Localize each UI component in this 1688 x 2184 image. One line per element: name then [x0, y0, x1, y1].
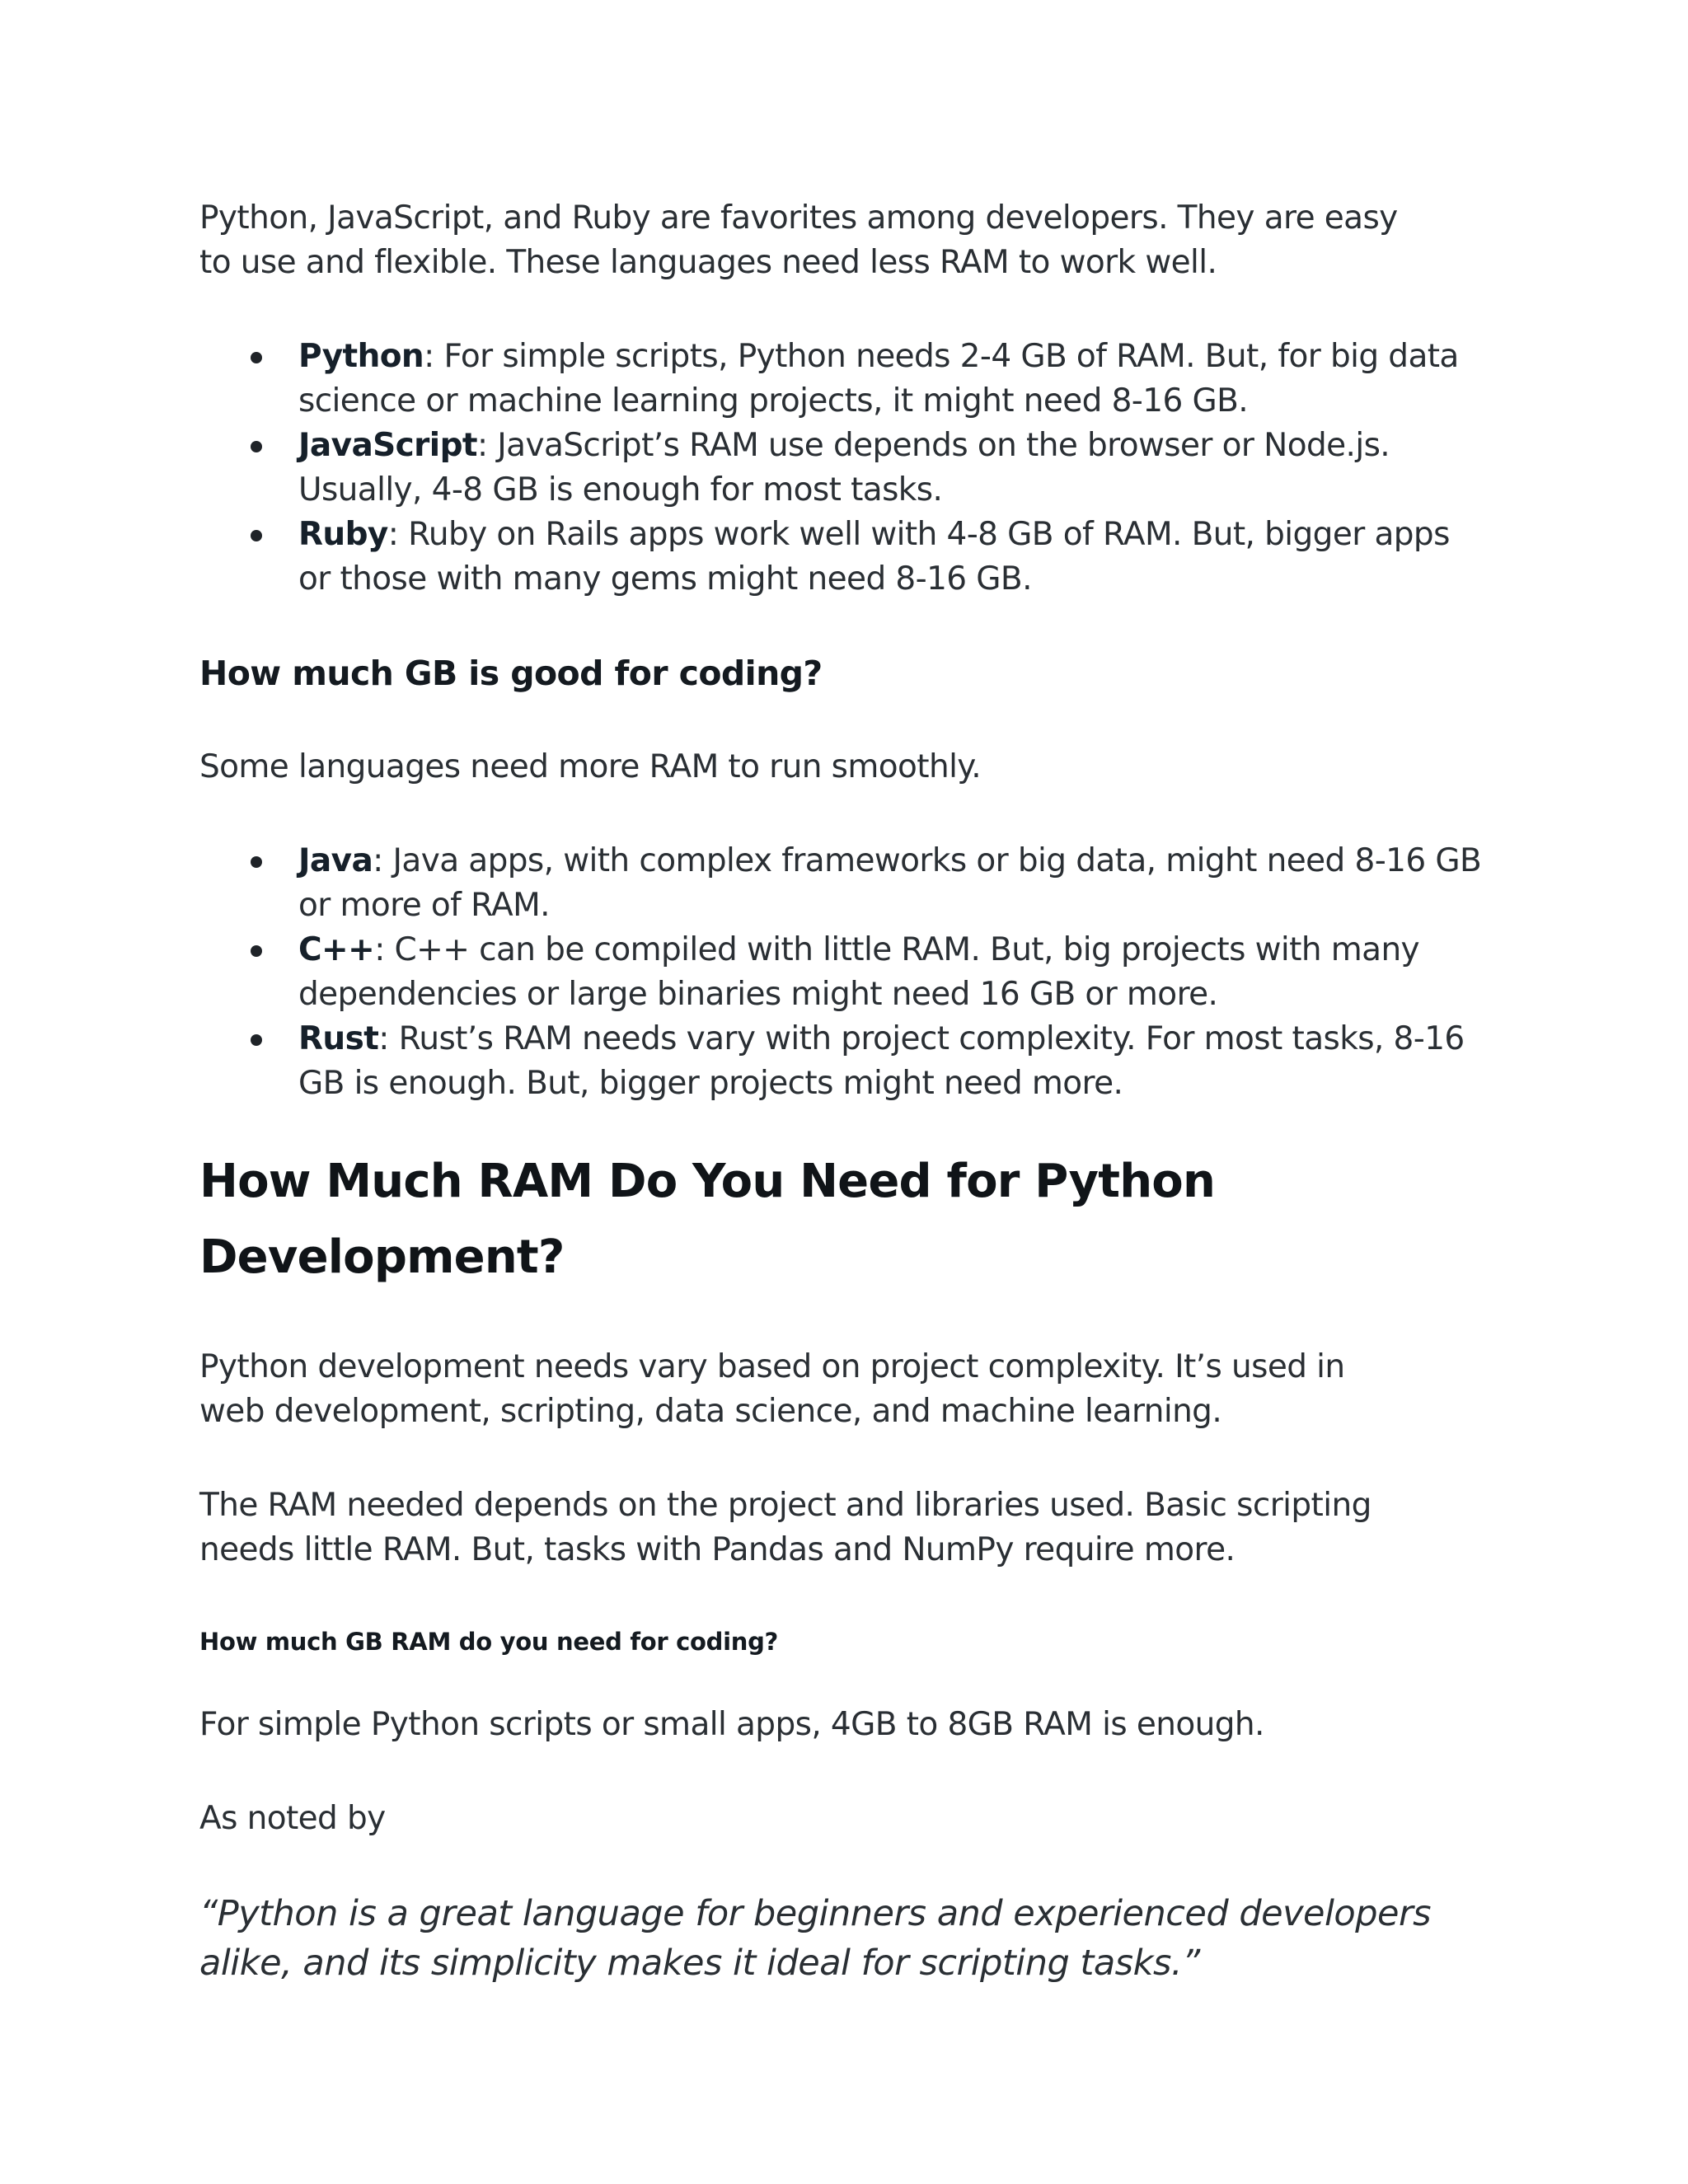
page-title	[199, 1144, 1493, 1296]
noted-by-text: As noted by	[199, 1800, 386, 1837]
bullet-icon	[251, 856, 262, 868]
bullet-icon	[251, 1034, 262, 1046]
python-paragraph-1: Python development needs vary based on project complexity. It’s used in web development, scripting, data science, and machine learning.	[199, 1348, 1345, 1430]
list-item-text: : C++ can be compiled with little RAM. But, big projects with many dependencies or large binaries might need 16 GB or more.	[298, 931, 1420, 1013]
list-item-text: : Ruby on Rails apps work well with 4-8 GB of RAM. But, bigger apps or those with many gems might need 8-16 GB.	[298, 516, 1450, 598]
section-heading: How much GB is good for coding?	[199, 654, 823, 693]
ram-answer-paragraph: For simple Python scripts or small apps, 4GB to 8GB RAM is enough.	[199, 1706, 1264, 1743]
list-item-text: : For simple scripts, Python needs 2-4 GB of RAM. But, for big data science or machine learning projects, it might need 8-16 GB.	[298, 338, 1459, 419]
subsection-heading: How much GB RAM do you need for coding?	[199, 1628, 779, 1656]
language-list-heavy	[199, 839, 1493, 1106]
list-item-text: : Rust’s RAM needs vary with project complexity. For most tasks, 8-16 GB is enough. But, bigger projects might need more.	[298, 1020, 1465, 1102]
list-item	[199, 839, 1502, 928]
bullet-icon	[251, 441, 262, 452]
list-item-term: Python	[298, 338, 424, 375]
list-item-term: Rust	[298, 1020, 379, 1057]
document-page	[199, 196, 1493, 1988]
list-item	[199, 335, 1485, 424]
language-list-light	[199, 335, 1493, 602]
list-item	[199, 928, 1485, 1017]
list-item-term: C++	[298, 931, 375, 968]
list-item-text: : Java apps, with complex frameworks or big data, might need 8-16 GB or more of RAM.	[298, 842, 1482, 924]
list-item	[199, 424, 1485, 513]
page-title-line1: How Much RAM Do You Need for Python	[199, 1155, 1216, 1208]
list-item	[199, 513, 1485, 602]
list-item-term: Java	[298, 842, 373, 879]
python-paragraph-2: The RAM needed depends on the project and libraries used. Basic scripting needs little RAM. But, tasks with Pandas and NumPy require more.	[199, 1487, 1372, 1568]
list-item-text: : JavaScript’s RAM use depends on the browser or Node.js. Usually, 4-8 GB is enough for most tasks.	[298, 427, 1390, 509]
list-item-term: Ruby	[298, 516, 388, 553]
section-paragraph: Some languages need more RAM to run smoothly.	[199, 748, 982, 785]
page-title-line2: Development?	[199, 1230, 565, 1284]
list-item-term: JavaScript	[298, 427, 477, 464]
bullet-icon	[251, 352, 262, 363]
bullet-icon	[251, 945, 262, 957]
quote-text: “Python is a great language for beginners and experienced developers alike, and its simplicity makes it ideal for scripting tasks.”	[199, 1893, 1432, 1984]
bullet-icon	[251, 530, 262, 541]
list-item	[199, 1017, 1485, 1106]
intro-paragraph: Python, JavaScript, and Ruby are favorites among developers. They are easy to use and flexible. These languages need less RAM to work well.	[199, 199, 1398, 281]
